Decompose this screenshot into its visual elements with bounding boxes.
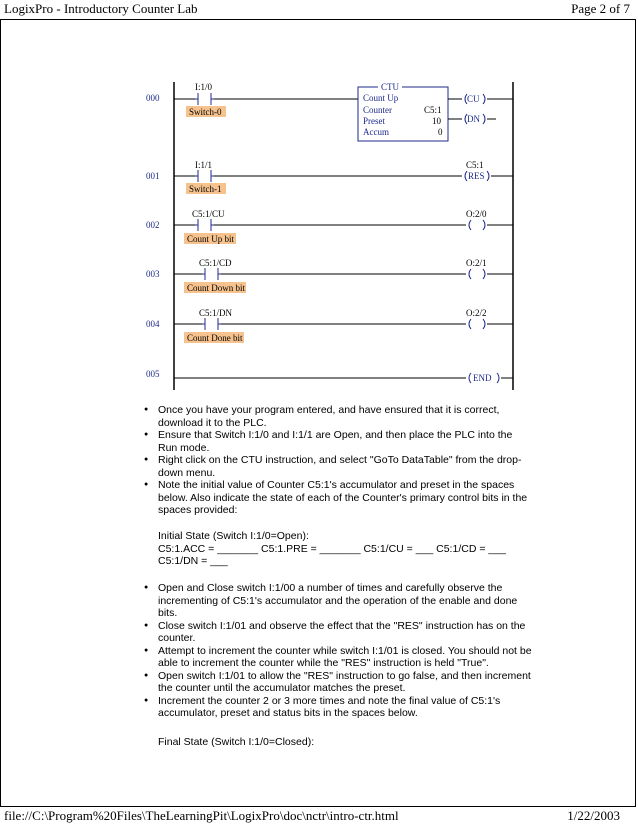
list-item: ● Open switch I:1/01 to allow the "RES" instruction to go false, and then increment the counter until the accumulator matches the preset. [142, 670, 532, 695]
symbol-label: Count Done bit [187, 333, 243, 343]
xic-contact-icon [195, 170, 214, 182]
ctu-row-value: C5:1 [424, 105, 442, 115]
initial-state-block [158, 530, 558, 568]
rung-number: 004 [146, 319, 160, 329]
ctu-row-label: Preset [363, 116, 385, 126]
final-state-title: Final State (Switch I:1/0=Closed): [158, 736, 315, 748]
page-number: Page 2 of 7 [571, 1, 630, 16]
rung-004 [146, 308, 513, 343]
xic-contact-icon [202, 268, 221, 280]
list-item: ● Once you have your program entered, and have ensured that it is correct, download it to the PLC. [142, 404, 532, 429]
list-item: ● Ensure that Switch I:1/0 and I:1/1 are Open, and then place the PLC into the Run mode. [142, 429, 532, 454]
coil-address: O:2/1 [466, 258, 487, 268]
ctu-title: CTU [381, 82, 399, 92]
symbol-label: Count Up bit [187, 234, 235, 244]
ctu-row-label: Counter [363, 105, 392, 115]
ladder-diagram [0, 0, 638, 400]
xic-contact-icon [202, 318, 221, 330]
symbol-label: Switch-1 [189, 184, 222, 194]
header-title: LogixPro - Introductory Counter Lab [4, 1, 198, 16]
ctu-cu-output: CU [467, 94, 480, 104]
instruction-list-2 [142, 582, 532, 720]
footer-date: 1/22/2003 [567, 808, 620, 823]
ctu-dn-output: DN [467, 114, 480, 124]
footer-path: file://C:\Program%20Files\TheLearningPit\LogixPro\doc\nctr\intro-ctr.html [4, 808, 399, 823]
contact-address: I:1/1 [195, 160, 212, 170]
contact-address: C5:1/DN [199, 308, 233, 318]
coil-icon [469, 319, 485, 329]
rung-003 [146, 258, 513, 293]
rung-number: 002 [146, 220, 160, 230]
rung-000 [146, 82, 513, 141]
ctu-name: Count Up [363, 93, 399, 103]
list-item: ● Increment the counter 2 or 3 more times and note the final value of C5:1's accumulator, preset and status bits in the spaces below. [142, 695, 532, 720]
coil-icon [469, 269, 485, 279]
rung-number: 000 [146, 93, 160, 103]
initial-state-line: C5:1.ACC = _______ C5:1.PRE = _______ C5:1/CU = ___ C5:1/CD = ___ [158, 542, 506, 555]
end-instruction: END [473, 373, 492, 383]
list-item: ● Attempt to increment the counter while switch I:1/01 is closed. You should not be able to increment the counter while the "RES" instruction is held "True". [142, 645, 532, 670]
ctu-row-value: 10 [432, 116, 441, 126]
rung-001 [146, 160, 513, 194]
list-item: ● Right click on the CTU instruction, and select "GoTo DataTable" from the drop-down menu. [142, 454, 532, 479]
xic-contact-icon [195, 219, 214, 231]
res-coil: RES [468, 171, 485, 181]
rung-number: 005 [146, 369, 160, 379]
xic-contact-icon [195, 93, 214, 105]
ctu-row-label: Accum [363, 127, 389, 137]
initial-state-title: Initial State (Switch I:1/0=Open): [158, 530, 309, 542]
contact-address: C5:1/CU [192, 209, 225, 219]
rung-005 [146, 369, 513, 383]
ctu-row-value: 0 [438, 127, 443, 137]
initial-state-line: C5:1/DN = ___ [158, 555, 228, 567]
coil-icon [469, 220, 485, 230]
list-item: ● Note the initial value of Counter C5:1's accumulator and preset in the spaces below. Also indicate the state of each of the Counter's primary control bits in the spaces provided: [142, 479, 532, 517]
coil-address: C5:1 [466, 160, 484, 170]
coil-address: O:2/2 [466, 308, 487, 318]
list-item: ● Close switch I:1/01 and observe the effect that the "RES" instruction has on the counter. [142, 620, 532, 645]
contact-address: C5:1/CD [199, 258, 232, 268]
instruction-list-1 [142, 404, 532, 517]
rung-002 [146, 209, 513, 244]
rung-number: 001 [146, 171, 160, 181]
coil-address: O:2/0 [466, 209, 487, 219]
symbol-label: Count Down bit [187, 283, 246, 293]
symbol-label: Switch-0 [189, 107, 222, 117]
rung-number: 003 [146, 269, 160, 279]
contact-address: I:1/0 [195, 82, 212, 92]
list-item: ● Open and Close switch I:1/00 a number of times and carefully observe the incrementing of C5:1's accumulator and the operation of the enable and done bits. [142, 582, 532, 620]
